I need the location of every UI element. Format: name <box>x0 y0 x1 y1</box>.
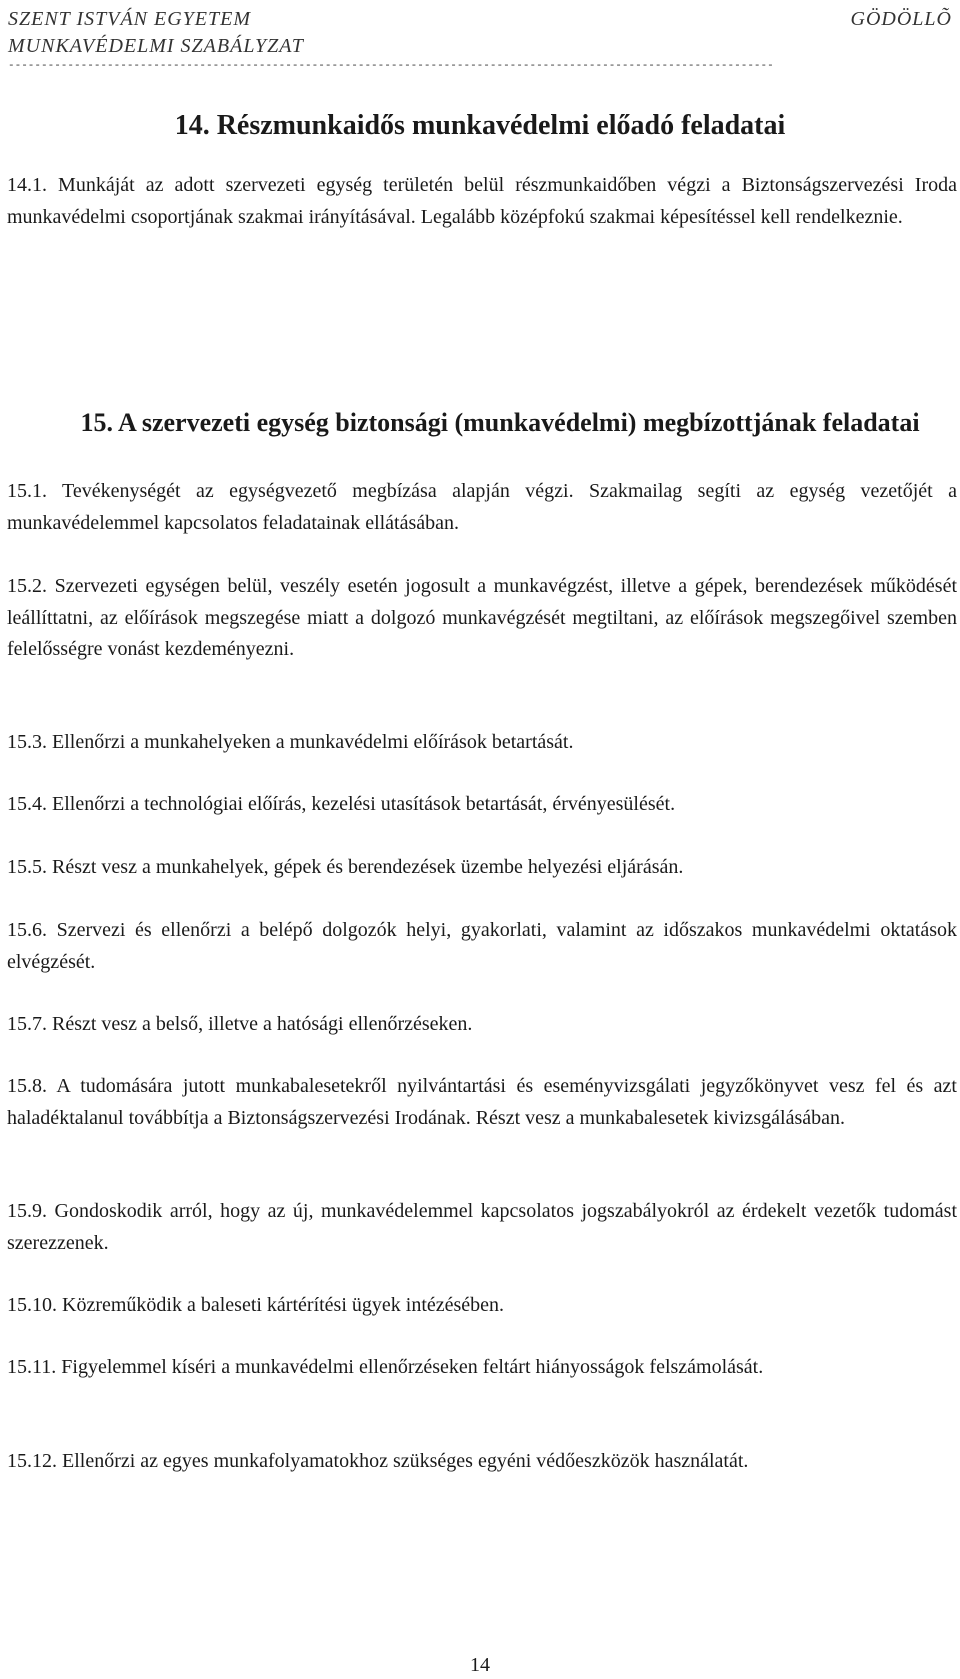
paragraph-15-3: 15.3. Ellenőrzi a munkahelyeken a munkavédelmi előírások betartását. <box>7 731 574 753</box>
paragraph-15-6: 15.6. Szervezi és ellenőrzi a belépő dolgozók helyi, gyakorlati, valamint az időszakos munkavédelmi oktatások elvégzését. <box>7 919 957 973</box>
paragraph-15-10: 15.10. Közreműködik a baleseti kártérítési ügyek intézésében. <box>7 1294 505 1316</box>
header-separator: -------------------------------------------------------------------------------------------------------------------- <box>8 60 774 72</box>
city-name: GÖDÖLLÕ <box>850 8 952 30</box>
header-row <box>8 6 952 33</box>
paragraph-15-12: 15.12. Ellenőrzi az egyes munkafolyamatokhoz szükséges egyéni védőeszközök használatát. <box>7 1450 749 1472</box>
paragraph-15-5: 15.5. Részt vesz a munkahelyek, gépek és berendezések üzembe helyezési eljárásán. <box>7 856 684 878</box>
page-header <box>8 6 952 73</box>
paragraph-14-1: 14.1. Munkáját az adott szervezeti egység területén belül részmunkaidőben végzi a Biztonságszervezési Iroda munkavédelmi csoportjának szakmai irányításával. Legalább középfokú szakmai képesítéssel kell rendelkeznie. <box>7 174 957 228</box>
paragraph-15-8: 15.8. A tudomására jutott munkabalesetekről nyilvántartási és eseményvizsgálati jegyzőkönyvet vesz fel és azt haladéktalanul továbbítja a Biztonságszervezési Irodának. Részt vesz a munkabalesetek kivizsgálásában. <box>7 1075 957 1129</box>
paragraph-15-4: 15.4. Ellenőrzi a technológiai előírás, kezelési utasítások betartását, érvényesülését. <box>7 793 676 815</box>
university-name: SZENT ISTVÁN EGYETEM <box>8 8 251 30</box>
paragraph-15-7: 15.7. Részt vesz a belső, illetve a hatósági ellenőrzéseken. <box>7 1013 473 1035</box>
regulation-title: MUNKAVÉDELMI SZABÁLYZAT <box>8 35 304 57</box>
section-15-heading: 15. A szervezeti egység biztonsági (munkavédelmi) megbízottjának feladatai <box>80 408 920 437</box>
page-number: 14 <box>470 1654 490 1676</box>
paragraph-15-11: 15.11. Figyelemmel kíséri a munkavédelmi ellenőrzéseken feltárt hiányosságok felszámolását. <box>7 1356 764 1378</box>
section-14-heading: 14. Részmunkaidős munkavédelmi előadó feladatai <box>174 110 786 141</box>
paragraph-15-2: 15.2. Szervezeti egységen belül, veszély esetén jogosult a munkavégzést, illetve a gépek, berendezések működését leállíttatni, az előírások megszegése miatt a dolgozó munkavégzését megtiltani, az előírások megszegőivel szemben felelősségre vonást kezdeményezni. <box>7 575 957 660</box>
paragraph-15-1: 15.1. Tevékenységét az egységvezető megbízása alapján végzi. Szakmailag segíti az egység vezetőjét a munkavédelemmel kapcsolatos feladatainak ellátásában. <box>7 480 957 534</box>
paragraph-15-9: 15.9. Gondoskodik arról, hogy az új, munkavédelemmel kapcsolatos jogszabályokról az érdekelt vezetők tudomást szerezzenek. <box>7 1200 957 1254</box>
